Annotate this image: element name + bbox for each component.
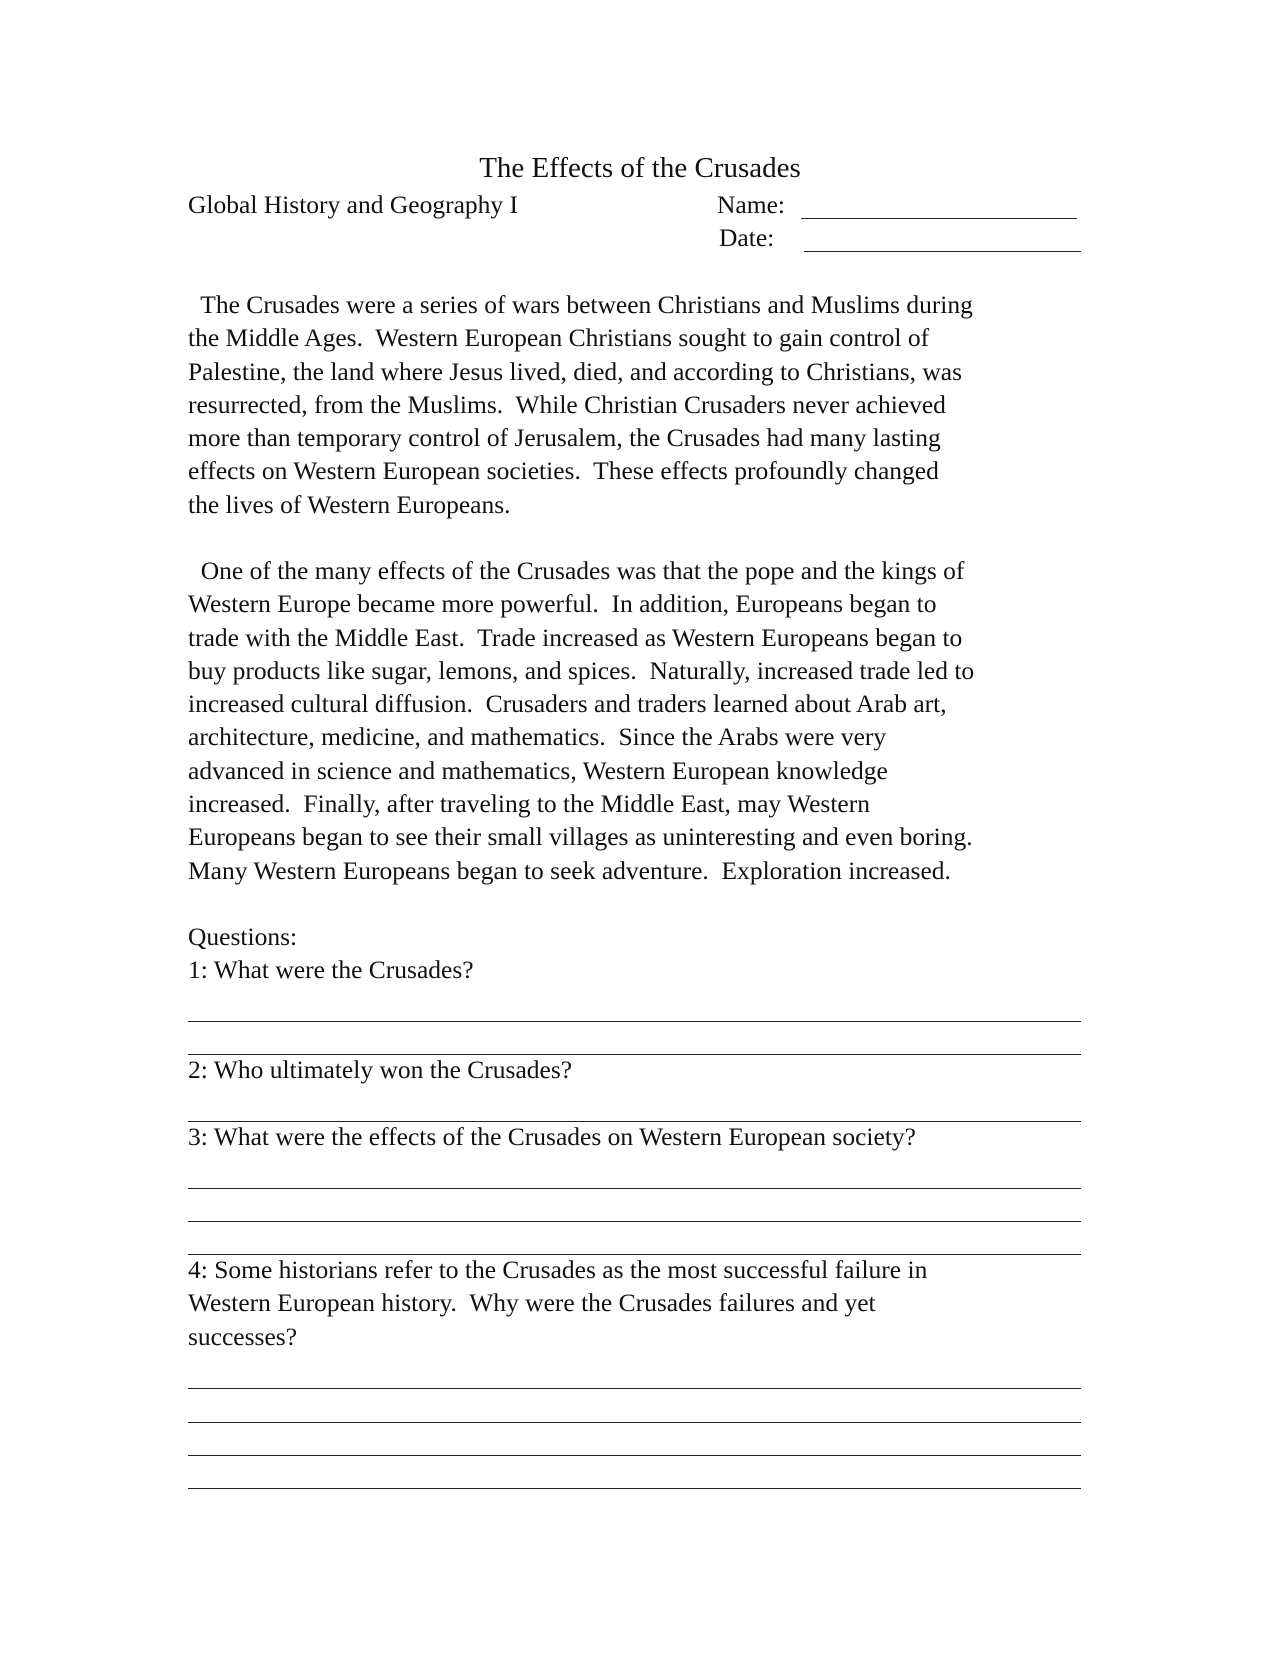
date-label: Date: bbox=[719, 223, 775, 252]
question-text: 2: Who ultimately won the Crusades? bbox=[188, 1055, 573, 1084]
question-text: 3: What were the effects of the Crusades on Western European society? bbox=[188, 1122, 916, 1151]
question-3 bbox=[188, 1120, 916, 1153]
paragraph-line: One of the many effects of the Crusades was that the pope and the kings of bbox=[188, 556, 965, 585]
question-text: successes? bbox=[188, 1321, 298, 1351]
paragraph-line: Western Europe became more powerful. In addition, Europeans began to bbox=[188, 589, 937, 619]
paragraph-line: increased. Finally, after traveling to the Middle East, may Western bbox=[188, 789, 870, 819]
questions-heading-text: Questions: bbox=[188, 922, 298, 951]
question-text: 1: What were the Crusades? bbox=[188, 955, 474, 984]
answer-line-q4-3[interactable] bbox=[188, 1455, 1081, 1456]
question-text: Western European history. Why were the Crusades failures and yet bbox=[188, 1288, 876, 1318]
paragraph-line: Palestine, the land where Jesus lived, died, and according to Christians, was bbox=[188, 356, 963, 386]
paragraph-line: the lives of Western Europeans. bbox=[188, 489, 511, 519]
paragraph-line: the Middle Ages. Western European Christians sought to gain control of bbox=[188, 323, 930, 353]
answer-line-q4-1[interactable] bbox=[188, 1388, 1081, 1389]
answer-line-q4-2[interactable] bbox=[188, 1422, 1081, 1423]
question-text: 4: Some historians refer to the Crusades as the most successful failure in bbox=[188, 1255, 928, 1284]
paragraph-line: Many Western Europeans began to seek adventure. Exploration increased. bbox=[188, 855, 951, 885]
question-4 bbox=[188, 1253, 927, 1353]
question-2 bbox=[188, 1053, 572, 1086]
paragraph-line: advanced in science and mathematics, Western European knowledge bbox=[188, 755, 888, 785]
questions-heading bbox=[188, 920, 297, 953]
name-label: Name: bbox=[717, 190, 785, 219]
answer-line-q1-1[interactable] bbox=[188, 1021, 1081, 1022]
paragraph-line: effects on Western European societies. These effects profoundly changed bbox=[188, 456, 939, 486]
paragraph-line: Europeans began to see their small villages as uninteresting and even boring. bbox=[188, 822, 973, 852]
intro-paragraph bbox=[188, 288, 973, 521]
paragraph-line: increased cultural diffusion. Crusaders and traders learned about Arab art, bbox=[188, 689, 947, 719]
effects-paragraph bbox=[188, 554, 974, 887]
page-title: The Effects of the Crusades bbox=[479, 152, 801, 184]
answer-line-q4-4[interactable] bbox=[188, 1488, 1081, 1489]
course-name: Global History and Geography I bbox=[188, 190, 519, 219]
question-1 bbox=[188, 953, 474, 986]
paragraph-line: architecture, medicine, and mathematics. Since the Arabs were very bbox=[188, 722, 887, 752]
paragraph-line: buy products like sugar, lemons, and spices. Naturally, increased trade led to bbox=[188, 655, 975, 685]
paragraph-line: more than temporary control of Jerusalem, the Crusades had many lasting bbox=[188, 423, 941, 453]
answer-line-q3-2[interactable] bbox=[188, 1221, 1081, 1222]
name-field-line[interactable] bbox=[801, 218, 1077, 219]
paragraph-line: trade with the Middle East. Trade increased as Western Europeans began to bbox=[188, 622, 963, 652]
paragraph-line: The Crusades were a series of wars between Christians and Muslims during bbox=[188, 290, 973, 319]
date-field-line[interactable] bbox=[804, 251, 1081, 252]
answer-line-q3-1[interactable] bbox=[188, 1188, 1081, 1189]
paragraph-line: resurrected, from the Muslims. While Christian Crusaders never achieved bbox=[188, 389, 946, 419]
